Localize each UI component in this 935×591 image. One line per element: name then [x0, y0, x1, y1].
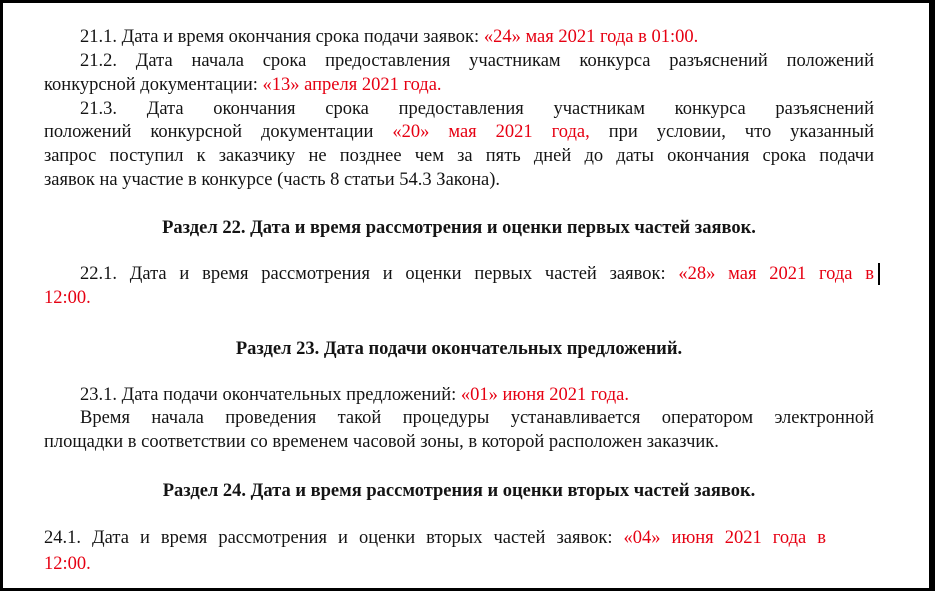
clause-22-1-line-1: [80, 262, 874, 286]
deadline-date: «01» июня 2021 года.: [460, 385, 629, 405]
section-24-heading: Раздел 24. Дата и время рассмотрения и оценки вторых частей заявок.: [162, 481, 756, 501]
clause-21-2-line-1: [80, 49, 874, 73]
section-22-heading: Раздел 22. Дата и время рассмотрения и оценки первых частей заявок.: [162, 218, 756, 238]
clause-text: 24.1. Дата и время рассмотрения и оценки вторых частей заявок:: [44, 528, 624, 548]
clause-text: 23.1. Дата подачи окончательных предложений:: [80, 385, 461, 405]
deadline-time: 12:00.: [44, 288, 91, 308]
deadline-time: 12:00.: [44, 554, 91, 574]
clause-22-1-line-2: [44, 286, 874, 310]
clause-text: положений конкурсной документации: [44, 122, 393, 142]
clause-text: при условии, что указанный: [589, 122, 874, 142]
clause-text: Время начала проведения такой процедуры устанавливается оператором электронной: [80, 408, 874, 428]
deadline-date: «13» апреля 2021 года.: [262, 75, 442, 95]
clause-21-3-line-2: [44, 120, 874, 144]
clause-23-1-line-3: [44, 430, 874, 454]
clause-text: запрос поступил к заказчику не позднее чем за пять дней до даты окончания срока подачи: [44, 146, 874, 166]
clause-24-1-line-1: [44, 526, 826, 550]
text-cursor: [878, 263, 880, 285]
clause-21-3-line-3: [44, 144, 874, 168]
clause-text: площадки в соответствии со временем часовой зоны, в которой расположен заказчик.: [44, 432, 719, 452]
deadline-date: «20» мая 2021 года,: [392, 122, 590, 142]
clause-text: конкурсной документации:: [44, 75, 263, 95]
deadline-date: «04» июня 2021 года в: [623, 528, 826, 548]
clause-text: 22.1. Дата и время рассмотрения и оценки первых частей заявок:: [80, 264, 679, 284]
clause-21-2-line-2: [44, 73, 874, 97]
deadline-date: «24» мая 2021 года в 01:00.: [483, 27, 699, 47]
deadline-date: «28» мая 2021 года в: [678, 264, 874, 284]
clause-text: 21.2. Дата начала срока предоставления участникам конкурса разъяснений положений: [80, 51, 874, 71]
clause-23-1-line-1: [80, 383, 874, 407]
clause-text: 21.1. Дата и время окончания срока подачи заявок:: [80, 27, 484, 47]
clause-21-3-line-1: [80, 97, 874, 121]
clause-23-1-line-2: [80, 406, 874, 430]
clause-24-1-line-2: [44, 552, 874, 576]
section-23-heading: Раздел 23. Дата подачи окончательных предложений.: [235, 339, 683, 359]
clause-text: 21.3. Дата окончания срока предоставления участникам конкурса разъяснений: [80, 99, 874, 119]
clause-text: заявок на участие в конкурсе (часть 8 статьи 54.3 Закона).: [44, 170, 500, 190]
clause-21-3-line-4: [44, 168, 874, 192]
clause-21-1-line-1: [80, 25, 874, 49]
